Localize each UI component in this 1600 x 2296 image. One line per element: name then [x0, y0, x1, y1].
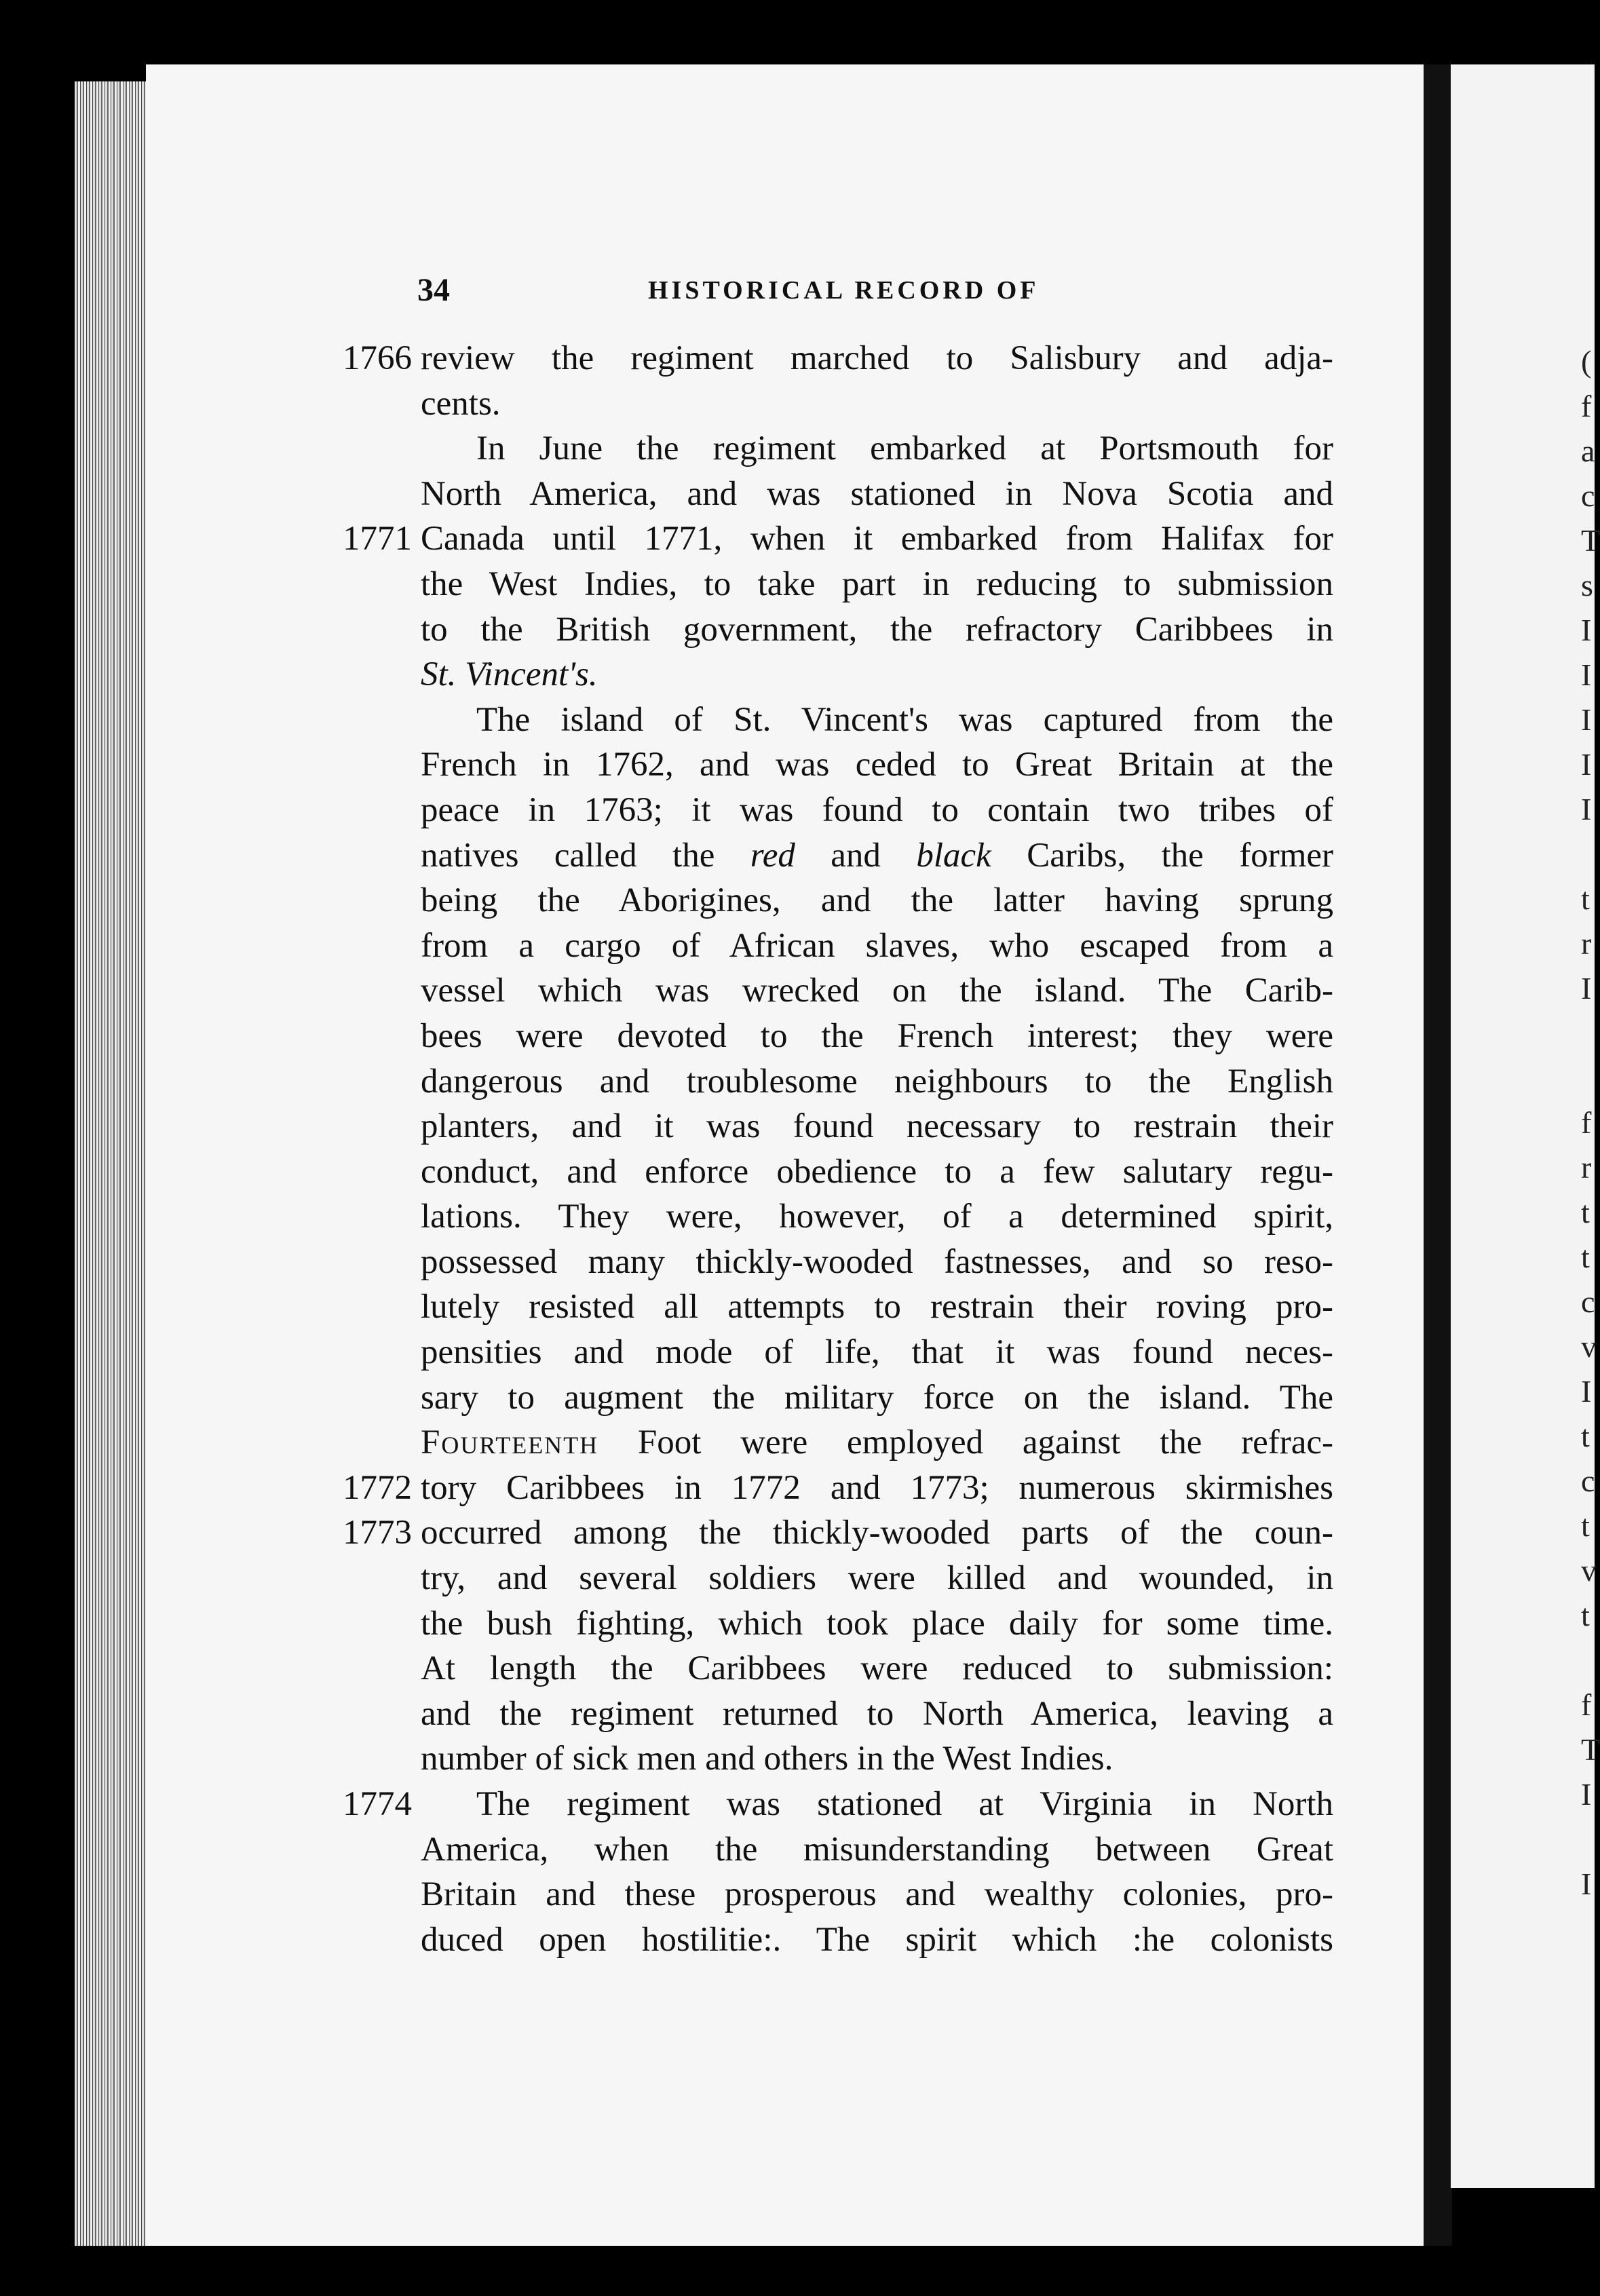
line-text: the West Indies, to take part in reducing to submission — [421, 565, 1333, 603]
text-line — [343, 1691, 1333, 1737]
line-text: America, when the misunderstanding between Great — [421, 1830, 1333, 1869]
facing-page-letter — [1581, 1056, 1595, 1101]
facing-page-letter: t — [1581, 1195, 1590, 1229]
facing-page-letter: T — [1581, 523, 1600, 558]
text-line — [343, 562, 1333, 607]
text-line — [343, 1736, 1333, 1782]
facing-page-letter — [1581, 1011, 1595, 1056]
facing-page-letter: I — [1581, 1777, 1592, 1812]
text-line — [343, 697, 1333, 743]
body-text — [343, 336, 1333, 1962]
facing-page-letter: v — [1581, 1553, 1597, 1588]
facing-page-letter: f — [1581, 1687, 1592, 1722]
facing-page-letter: t — [1581, 881, 1590, 916]
text-line — [343, 1059, 1333, 1105]
text-line — [343, 1827, 1333, 1873]
line-text: the bush fighting, which took place daily for some time. — [421, 1604, 1333, 1643]
line-text: sary to augment the military force on the island. The — [421, 1378, 1333, 1417]
line-text — [421, 833, 1333, 879]
line-text: lutely resisted all attempts to restrain their roving pro- — [421, 1288, 1333, 1326]
marginal-year: 1773 — [343, 1514, 412, 1552]
text-line — [343, 1104, 1333, 1149]
line-text: duced open hostilitie:. The spirit which :he colonists — [421, 1920, 1333, 1959]
facing-page-letter: r — [1581, 1150, 1592, 1185]
text-line — [343, 923, 1333, 969]
line-text: North America, and was stationed in Nova Scotia and — [421, 474, 1333, 513]
text-line — [343, 878, 1333, 923]
facing-page-letter: ( — [1581, 344, 1592, 379]
text-line — [343, 788, 1333, 833]
text-line — [343, 1510, 1333, 1556]
line-text: being the Aborigines, and the latter having sprung — [421, 881, 1333, 920]
text-line — [343, 1601, 1333, 1647]
text-line — [343, 1149, 1333, 1195]
text-line — [343, 968, 1333, 1014]
text-line — [343, 1240, 1333, 1285]
facing-page-letter: I — [1581, 1867, 1592, 1901]
facing-page-letter — [1581, 1817, 1595, 1862]
line-text: peace in 1763; it was found to contain two tribes of — [421, 790, 1333, 829]
text-line — [343, 336, 1333, 381]
facing-page-letter — [1581, 832, 1595, 877]
text-line — [343, 1330, 1333, 1375]
marginal-year: 1772 — [343, 1468, 412, 1507]
text-line — [343, 1646, 1333, 1691]
line-text: dangerous and troublesome neighbours to the English — [421, 1062, 1333, 1101]
text-line — [343, 1014, 1333, 1059]
marginal-year: 1771 — [343, 520, 412, 558]
text-line — [343, 1466, 1333, 1511]
line-text: lations. They were, however, of a determined spirit, — [421, 1198, 1333, 1236]
text-line — [343, 652, 1333, 697]
line-text: The island of St. Vincent's was captured from the — [476, 700, 1333, 739]
line-text: planters, and it was found necessary to restrain their — [421, 1107, 1333, 1146]
book-gutter — [1424, 64, 1452, 2246]
facing-page-letter: I — [1581, 747, 1592, 782]
facing-page-letter: I — [1581, 792, 1592, 826]
text-line — [343, 472, 1333, 517]
line-fragment: Fourteenth — [421, 1423, 599, 1462]
line-text: bees were devoted to the French interest; they were — [421, 1016, 1333, 1055]
facing-page-letter: I — [1581, 613, 1592, 647]
line-text: pensities and mode of life, that it was found neces- — [421, 1333, 1333, 1372]
facing-page-letter: f — [1581, 389, 1592, 423]
line-text — [421, 1420, 1333, 1466]
line-text: number of sick men and others in the West Indies. — [421, 1740, 1113, 1778]
line-text: from a cargo of African slaves, who escaped from a — [421, 926, 1333, 965]
line-text: vessel which was wrecked on the island. The Carib- — [421, 972, 1333, 1010]
line-text: St. Vincent's. — [421, 655, 598, 694]
line-text: The regiment was stationed at Virginia in North — [476, 1785, 1333, 1823]
line-text: At length the Caribbees were reduced to submission: — [421, 1649, 1333, 1688]
facing-page-letter — [1581, 1638, 1595, 1683]
text-line — [343, 1284, 1333, 1330]
facing-page-letter: I — [1581, 971, 1592, 1006]
line-text: try, and several soldiers were killed and wounded, in — [421, 1559, 1333, 1598]
text-line — [343, 1420, 1333, 1466]
facing-page-letter: c — [1581, 1284, 1595, 1319]
facing-page-letter: I — [1581, 1374, 1592, 1409]
line-fragment: Foot were employed against the refrac- — [598, 1423, 1333, 1462]
text-line — [343, 607, 1333, 653]
facing-page-letter: t — [1581, 1598, 1590, 1632]
facing-page-letter: T — [1581, 1732, 1600, 1767]
facing-page-letter: I — [1581, 702, 1592, 737]
line-fragment: red — [750, 836, 795, 875]
line-text: French in 1762, and was ceded to Great Britain at the — [421, 746, 1333, 784]
line-text: tory Caribbees in 1772 and 1773; numerous skirmishes — [421, 1468, 1333, 1507]
page-header — [417, 271, 1313, 319]
line-fragment: Caribs, the former — [991, 836, 1333, 875]
line-text: conduct, and enforce obedience to a few salutary regu- — [421, 1152, 1333, 1191]
text-line — [343, 1917, 1333, 1963]
line-fragment: black — [916, 836, 991, 875]
line-fragment: natives called the — [421, 836, 750, 875]
running-head: HISTORICAL RECORD OF — [648, 276, 1040, 305]
text-line — [343, 1375, 1333, 1421]
facing-page-text — [1581, 339, 1600, 1907]
page-number: 34 — [417, 272, 450, 308]
line-text: cents. — [421, 384, 501, 423]
line-text: occurred among the thickly-wooded parts of the coun- — [421, 1514, 1333, 1552]
facing-page-letter: I — [1581, 657, 1592, 692]
facing-page-letter: a — [1581, 434, 1595, 468]
text-line — [343, 1782, 1333, 1827]
text-line — [343, 426, 1333, 472]
line-text: In June the regiment embarked at Portsmouth for — [476, 429, 1333, 468]
marginal-year: 1774 — [343, 1785, 412, 1823]
line-fragment: and — [795, 836, 917, 875]
text-line — [343, 516, 1333, 562]
line-text: Canada until 1771, when it embarked from Halifax for — [421, 520, 1333, 558]
facing-page — [1451, 64, 1600, 2188]
facing-page-letter: t — [1581, 1508, 1590, 1543]
book-fore-edge — [75, 81, 149, 2246]
facing-page-letter: t — [1581, 1240, 1590, 1274]
text-line — [343, 381, 1333, 427]
text-line — [343, 1194, 1333, 1240]
line-text: Britain and these prosperous and wealthy colonies, pro- — [421, 1875, 1333, 1914]
line-text: and the regiment returned to North America, leaving a — [421, 1694, 1333, 1733]
text-line — [343, 742, 1333, 788]
facing-page-letter: c — [1581, 478, 1595, 513]
facing-page-letter: f — [1581, 1105, 1592, 1140]
text-line — [343, 1872, 1333, 1917]
marginal-year: 1766 — [343, 339, 412, 377]
line-text: to the British government, the refractory Caribbees in — [421, 610, 1333, 649]
line-text: review the regiment marched to Salisbury and adja- — [421, 339, 1333, 377]
facing-page-letter: c — [1581, 1463, 1595, 1498]
facing-page-letter: v — [1581, 1329, 1597, 1364]
facing-page-letter: r — [1581, 926, 1592, 961]
facing-page-letter: s — [1581, 568, 1593, 602]
text-line — [343, 833, 1333, 879]
facing-page-letter: t — [1581, 1419, 1590, 1453]
text-line — [343, 1556, 1333, 1601]
line-text: possessed many thickly-wooded fastnesses, and so reso- — [421, 1242, 1333, 1281]
